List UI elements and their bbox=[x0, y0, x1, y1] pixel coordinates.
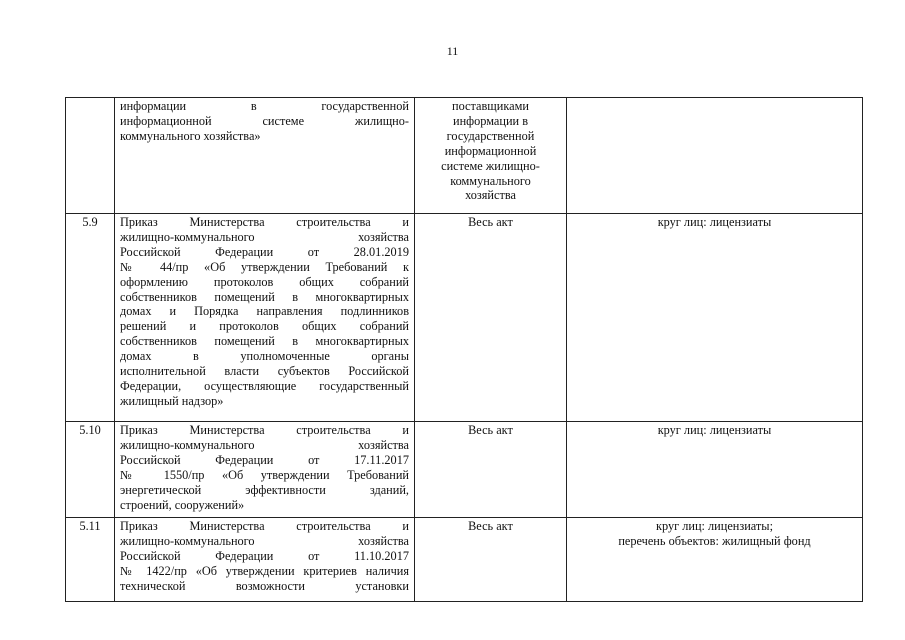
act-name-cell bbox=[115, 422, 415, 518]
scope-cell bbox=[415, 98, 567, 214]
act-name-line: № 44/пр «Об утверждении Требований к bbox=[120, 259, 409, 274]
condition-line: перечень объектов: жилищный фонд bbox=[618, 533, 811, 548]
row-number: 5.10 bbox=[66, 422, 115, 518]
act-name-cell bbox=[115, 214, 415, 422]
act-name-line: домах и Порядка направления подлинников bbox=[120, 304, 409, 319]
condition-cell bbox=[567, 518, 863, 602]
page-number: 11 bbox=[446, 44, 459, 58]
act-name-line: Российской Федерации от 28.01.2019 bbox=[120, 244, 409, 259]
scope-line: поставщиками bbox=[452, 99, 529, 113]
act-name-line: информационной системе жилищно- bbox=[120, 113, 409, 128]
act-name-line: Приказ Министерства строительства и bbox=[120, 423, 409, 437]
act-name-cell bbox=[115, 98, 415, 214]
act-name-line: информации в государственной bbox=[120, 99, 409, 113]
act-name-line: энергетической эффективности зданий, bbox=[120, 482, 409, 497]
act-name-line: жилищный надзор» bbox=[120, 393, 224, 408]
scope-cell bbox=[415, 518, 567, 602]
document-table bbox=[65, 97, 863, 602]
table-row bbox=[66, 518, 863, 602]
scope-line: Весь акт bbox=[468, 519, 513, 533]
table-row bbox=[66, 422, 863, 518]
scope-cell bbox=[415, 422, 567, 518]
act-name-line: Приказ Министерства строительства и bbox=[120, 215, 409, 229]
scope-line: государственной bbox=[446, 128, 535, 143]
row-number: 5.11 bbox=[66, 518, 115, 602]
act-name-line: Федерации, осуществляющие государственный bbox=[120, 378, 409, 393]
act-name-line: строений, сооружений» bbox=[120, 497, 245, 512]
act-name-line: Российской Федерации от 17.11.2017 bbox=[120, 452, 409, 467]
act-name-line: № 1422/пр «Об утверждении критериев наличия bbox=[120, 563, 409, 578]
act-name-line: решений и протоколов общих собраний bbox=[120, 319, 409, 334]
act-name-line: жилищно-коммунального хозяйства bbox=[120, 229, 409, 244]
act-name-line: оформлению протоколов общих собраний bbox=[120, 274, 409, 289]
act-name-line: Приказ Министерства строительства и bbox=[120, 519, 409, 533]
act-name-line: технической возможности установки bbox=[120, 578, 409, 593]
scope-line: Весь акт bbox=[468, 423, 513, 437]
table-row bbox=[66, 214, 863, 422]
act-name-line: исполнительной власти субъектов Российской bbox=[120, 364, 409, 379]
scope-line: информации в bbox=[452, 113, 529, 128]
condition-line: круг лиц: лицензиаты bbox=[657, 215, 772, 229]
condition-cell bbox=[567, 422, 863, 518]
act-name-line: Российской Федерации от 11.10.2017 bbox=[120, 548, 409, 563]
act-name-line: домах в уполномоченные органы bbox=[120, 349, 409, 364]
scope-line: Весь акт bbox=[468, 215, 513, 229]
scope-line: коммунального bbox=[450, 173, 531, 188]
act-name-line: жилищно-коммунального хозяйства bbox=[120, 533, 409, 548]
condition-cell bbox=[567, 98, 863, 214]
act-name-cell bbox=[115, 518, 415, 602]
table-row bbox=[66, 98, 863, 214]
table-body bbox=[66, 98, 863, 602]
act-name-line: собственников помещений в многоквартирных bbox=[120, 289, 409, 304]
row-number: 5.9 bbox=[66, 214, 115, 422]
scope-line: хозяйства bbox=[465, 188, 516, 203]
condition-cell bbox=[567, 214, 863, 422]
row-number bbox=[66, 98, 115, 214]
act-name-line: собственников помещений в многоквартирных bbox=[120, 334, 409, 349]
scope-cell bbox=[415, 214, 567, 422]
act-name-line: № 1550/пр «Об утверждении Требований bbox=[120, 467, 409, 482]
act-name-line: жилищно-коммунального хозяйства bbox=[120, 437, 409, 452]
condition-line: круг лиц: лицензиаты bbox=[657, 423, 772, 437]
scope-line: системе жилищно- bbox=[441, 158, 540, 173]
condition-line: круг лиц: лицензиаты; bbox=[656, 519, 773, 533]
act-name-line: коммунального хозяйства» bbox=[120, 128, 261, 143]
scope-line: информационной bbox=[444, 143, 537, 158]
